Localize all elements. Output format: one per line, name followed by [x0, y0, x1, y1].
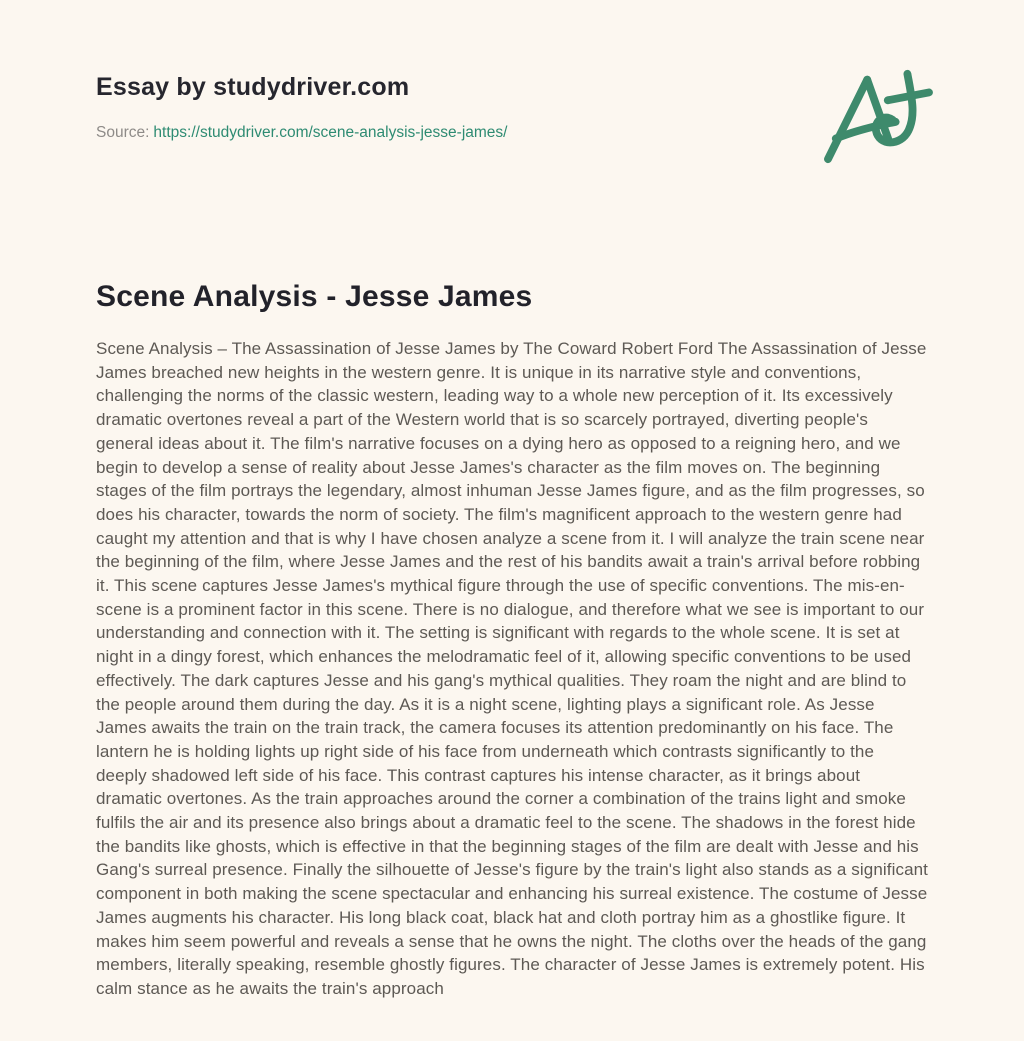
source-line	[96, 123, 507, 143]
source-url-link[interactable]: https://studydriver.com/scene-analysis-jesse-james/	[153, 124, 508, 141]
article-title: Scene Analysis - Jesse James	[96, 280, 533, 313]
essay-by-heading: Essay by studydriver.com	[96, 73, 410, 101]
a-plus-logo-icon	[818, 64, 936, 166]
source-label: Source:	[96, 124, 150, 141]
header-text-block	[96, 64, 507, 143]
article-body-paragraph: Scene Analysis – The Assassination of Jesse James by The Coward Robert Ford The Assassination of Jesse James breached new heights in the western genre. It is unique in its narrative style and conventions, challenging the norms of the classic western, leading way to a whole new perception of it. Its excessively dramatic overtones reveal a part of the Western world that is so scarcely portrayed, diverting people's general ideas about it. The film's narrative focuses on a dying hero as opposed to a reigning hero, and we begin to develop a sense of reality about Jesse James's character as the film moves on. The beginning stages of the film portrays the legendary, almost inhuman Jesse James figure, and as the film progresses, so does his character, towards the norm of society. The film's magnificent approach to the western genre had caught my attention and that is why I have chosen analyze a scene from it. I will analyze the train scene near the beginning of the film, where Jesse James and the rest of his bandits await a train's arrival before robbing it. This scene captures Jesse James's mythical figure through the use of specific conventions. The mis-en-scene is a prominent factor in this scene. There is no dialogue, and therefore what we see is important to our understanding and connection with it. The setting is significant with regards to the whole scene. It is set at night in a dingy forest, which enhances the melodramatic feel of it, allowing specific conventions to be used effectively. The dark captures Jesse and his gang's mythical qualities. They roam the night and are blind to the people around them during the day. As it is a night scene, lighting plays a significant role. As Jesse James awaits the train on the train track, the camera focuses its attention predominantly on his face. The lantern he is holding lights up right side of his face from underneath which contrasts significantly to the deeply shadowed left side of his face. This contrast captures his intense character, as it brings about dramatic overtones. As the train approaches around the corner a combination of the trains light and smoke fulfils the air and its presence also brings about a dramatic feel to the scene. The shadows in the forest hide the bandits like ghosts, which is effective in that the beginning stages of the film are dealt with Jesse and his Gang's surreal presence. Finally the silhouette of Jesse's figure by the train's light also stands as a significant component in both making the scene spectacular and enhancing his surreal existence. The costume of Jesse James augments his character. His long black coat, black hat and cloth portray him as a ghostlike figure. It makes him seem powerful and reveals a sense that he owns the night. The cloths over the heads of the gang members, literally speaking, resemble ghostly figures. The character of Jesse James is extremely potent. His calm stance as he awaits the train's approach	[96, 339, 928, 998]
page-header	[96, 64, 928, 166]
